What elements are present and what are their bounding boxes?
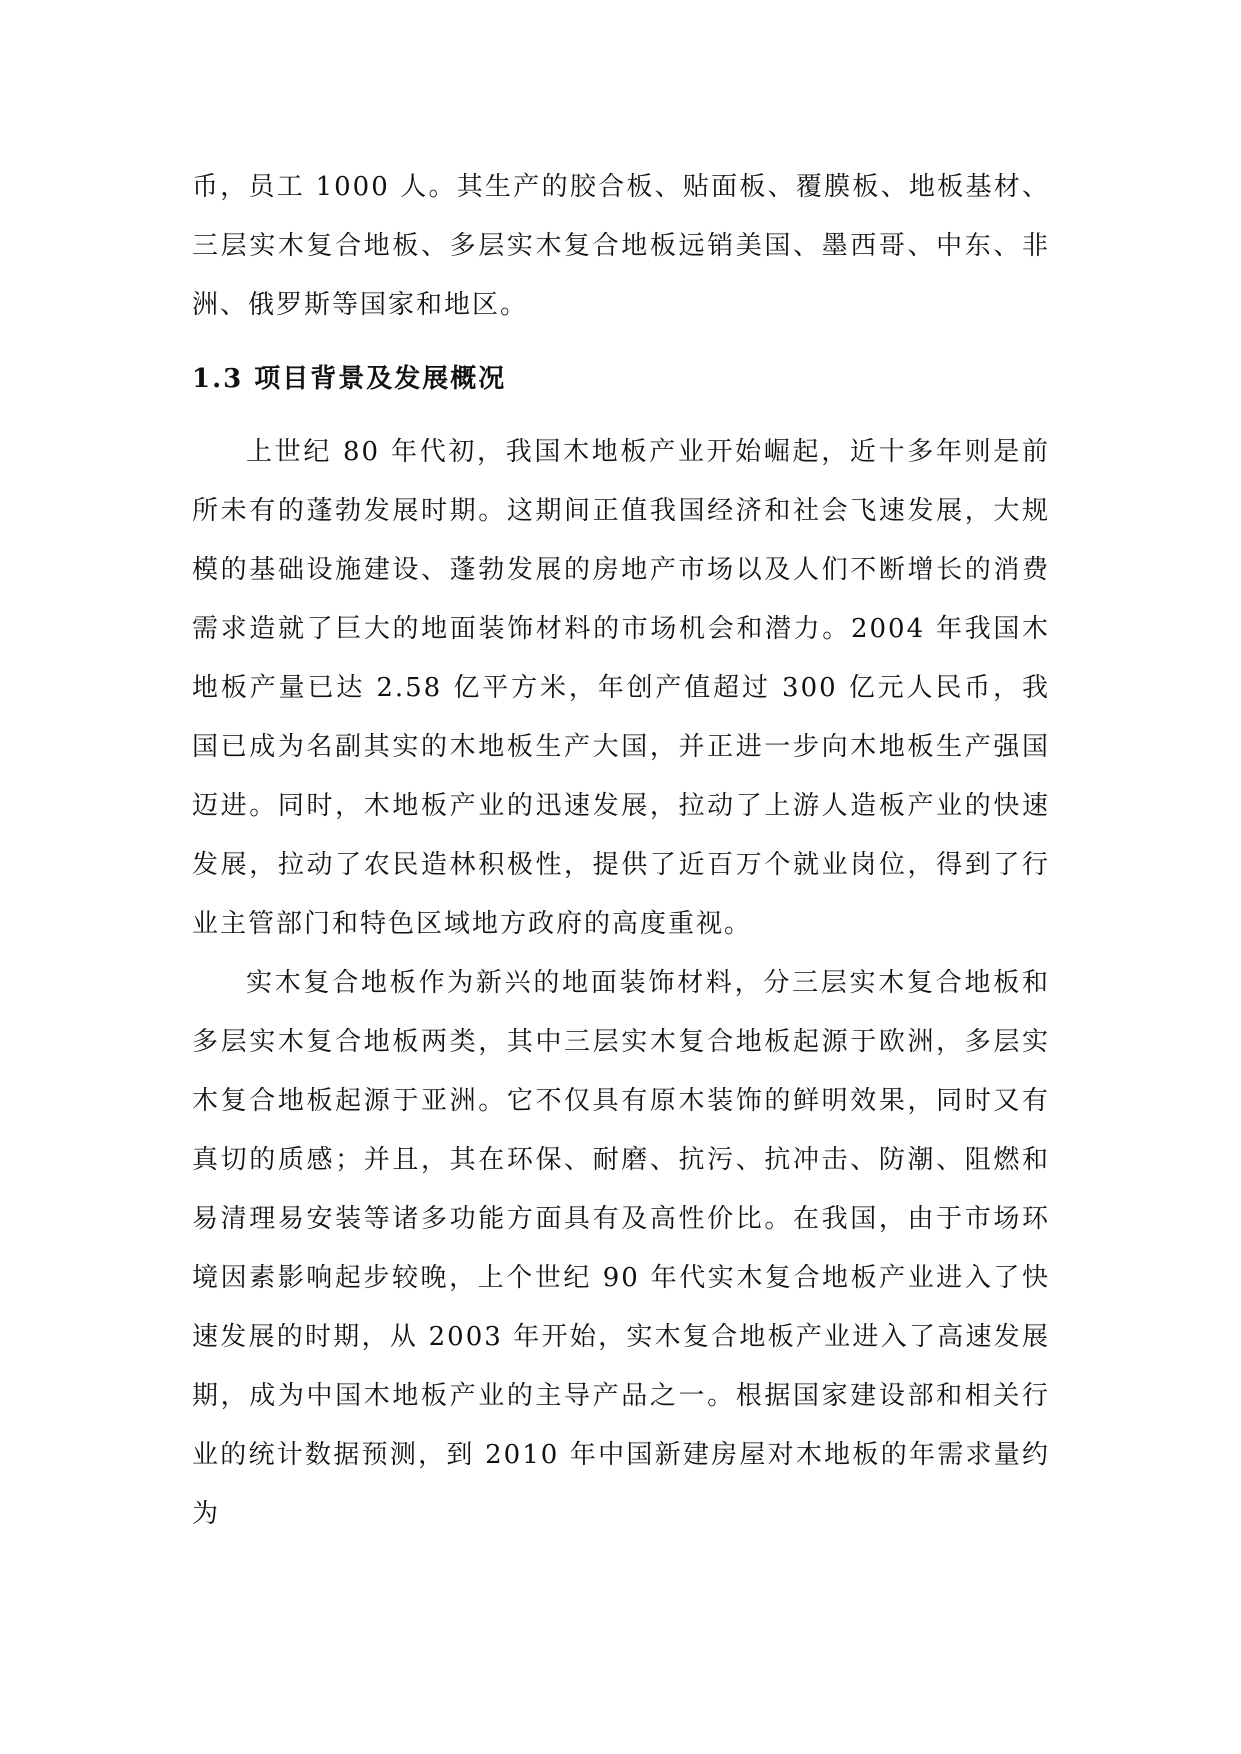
continuation-paragraph: 币，员工 1000 人。其生产的胶合板、贴面板、覆膜板、地板基材、三层实木复合地板、多层实木复合地板远销美国、墨西哥、中东、非洲、俄罗斯等国家和地区。 xyxy=(192,172,1050,320)
paragraph-composite-flooring: 实木复合地板作为新兴的地面装饰材料，分三层实木复合地板和多层实木复合地板两类，其中三层实木复合地板起源于欧洲，多层实木复合地板起源于亚洲。它不仅具有原木装饰的鲜明效果，同时又有真切的质感；并且，其在环保、耐磨、抗污、抗冲击、防潮、阻燃和易清理易安装等诸多功能方面具有及高性价比。在我国，由于市场环境因素影响起步较晚，上个世纪 90 年代实木复合地板产业进入了快速发展的时期，从 2003 年开始，实木复合地板产业进入了高速发展期，成为中国木地板产业的主导产品之一。根据国家建设部和相关行业的统计数据预测，到 2010 年中国新建房屋对木地板的年需求量约为 xyxy=(192,968,1050,1529)
section-heading: 1.3 项目背景及发展概况 xyxy=(192,364,507,394)
document-page xyxy=(192,158,1050,1544)
paragraph-industry-growth: 上世纪 80 年代初，我国木地板产业开始崛起，近十多年则是前所未有的蓬勃发展时期。这期间正值我国经济和社会飞速发展，大规模的基础设施建设、蓬勃发展的房地产市场以及人们不断增长的消费需求造就了巨大的地面装饰材料的市场机会和潜力。2004 年我国木地板产量已达 2.58 亿平方米，年创产值超过 300 亿元人民币，我国已成为名副其实的木地板生产大国，并正进一步向木地板生产强国迈进。同时，木地板产业的迅速发展，拉动了上游人造板产业的快速发展，拉动了农民造林积极性，提供了近百万个就业岗位，得到了行业主管部门和特色区域地方政府的高度重视。 xyxy=(192,437,1050,939)
